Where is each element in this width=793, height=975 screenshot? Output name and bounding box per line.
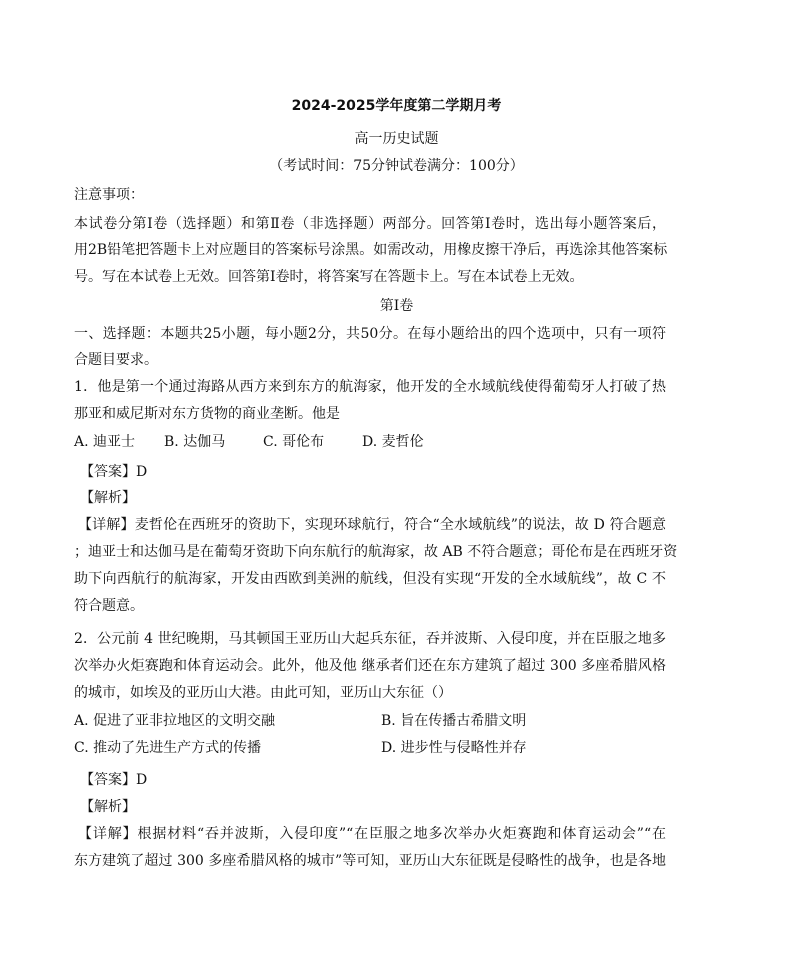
notes-line: 用2B铅笔把答题卡上对应题目的答案标号涂黑。如需改动，用橡皮擦干净后，再选涂其他答案标 xyxy=(74,242,668,258)
question-2-analysis-label: 【解析】 xyxy=(80,799,136,815)
exam-subtitle: 高一历史试题 xyxy=(354,131,439,147)
question-2-option-d: D. 进步性与侵略性并存 xyxy=(381,740,527,756)
question-2-stem-line: 次举办火炬赛跑和体育运动会。此外，他及他 继承者们还在东方建筑了超过 300 多座希腊风格 xyxy=(74,658,666,674)
notes-line: 号。写在本试卷上无效。回答第Ⅰ卷时，将答案写在答题卡上。写在本试卷上无效。 xyxy=(74,269,584,285)
question-1-stem-line: 那亚和威尼斯对东方货物的商业垄断。他是 xyxy=(74,406,340,422)
question-1-analysis-label: 【解析】 xyxy=(80,490,136,506)
notes-line: 本试卷分第Ⅰ卷（选择题）和第Ⅱ卷（非选择题）两部分。回答第Ⅰ卷时，选出每小题答案后， xyxy=(74,216,666,232)
question-2-detail-line: 【详解】根据材料“吞并波斯，入侵印度”“在臣服之地多次举办火炬赛跑和体育运动会”“在 xyxy=(78,826,666,842)
question-1-detail-line: 符合题意。 xyxy=(74,598,144,614)
notes-heading: 注意事项： xyxy=(74,187,144,203)
question-1-detail-line: 助下向西航行的航海家，开发由西欧到美洲的航线，但没有实现“开发的全水域航线”，故 C 不 xyxy=(74,571,666,587)
section-intro-line: 合题目要求。 xyxy=(74,352,158,368)
section-title: 第Ⅰ卷 xyxy=(379,298,414,314)
question-1-answer: 【答案】D xyxy=(80,464,148,480)
question-2-answer: 【答案】D xyxy=(80,772,148,788)
question-1-detail-line: 【详解】麦哲伦在西班牙的资助下，实现环球航行，符合“全水域航线”的说法，故 D 符合题意 xyxy=(78,517,666,533)
question-1-detail-line: ；迪亚士和达伽马是在葡萄牙资助下向东航行的航海家，故 AB 不符合题意；哥伦布是在西班牙资 xyxy=(74,544,678,560)
exam-title: 2024-2025学年度第二学期月考 xyxy=(291,98,502,114)
question-1-option-c: C. 哥伦布 xyxy=(263,434,325,450)
question-2-stem-line: 2．公元前 4 世纪晚期，马其顿国王亚历山大起兵东征，吞并波斯、入侵印度，并在臣服之地多 xyxy=(74,631,666,647)
question-1-option-b: B. 达伽马 xyxy=(164,434,226,450)
section-intro-line: 一、选择题：本题共25小题，每小题2分，共50分。在每小题给出的四个选项中，只有一项符 xyxy=(74,326,666,342)
question-2-option-b: B. 旨在传播古希腊文明 xyxy=(381,713,527,729)
exam-info: （考试时间：75分钟试卷满分：100分） xyxy=(269,158,524,174)
question-1-option-a: A. 迪亚士 xyxy=(74,434,136,450)
question-1-stem-line: 1．他是第一个通过海路从西方来到东方的航海家，他开发的全水域航线使得葡萄牙人打破了热 xyxy=(74,379,666,395)
question-1-option-d: D. 麦哲伦 xyxy=(362,434,424,450)
question-2-detail-line: 东方建筑了超过 300 多座希腊风格的城市”等可知，亚历山大东征既是侵略性的战争，也是各地 xyxy=(74,853,666,869)
question-2-option-c: C. 推动了先进生产方式的传播 xyxy=(74,740,262,756)
question-2-stem-line: 的城市，如埃及的亚历山大港。由此可知，亚历山大东征（） xyxy=(74,685,452,701)
question-2-option-a: A. 促进了亚非拉地区的文明交融 xyxy=(74,713,276,729)
